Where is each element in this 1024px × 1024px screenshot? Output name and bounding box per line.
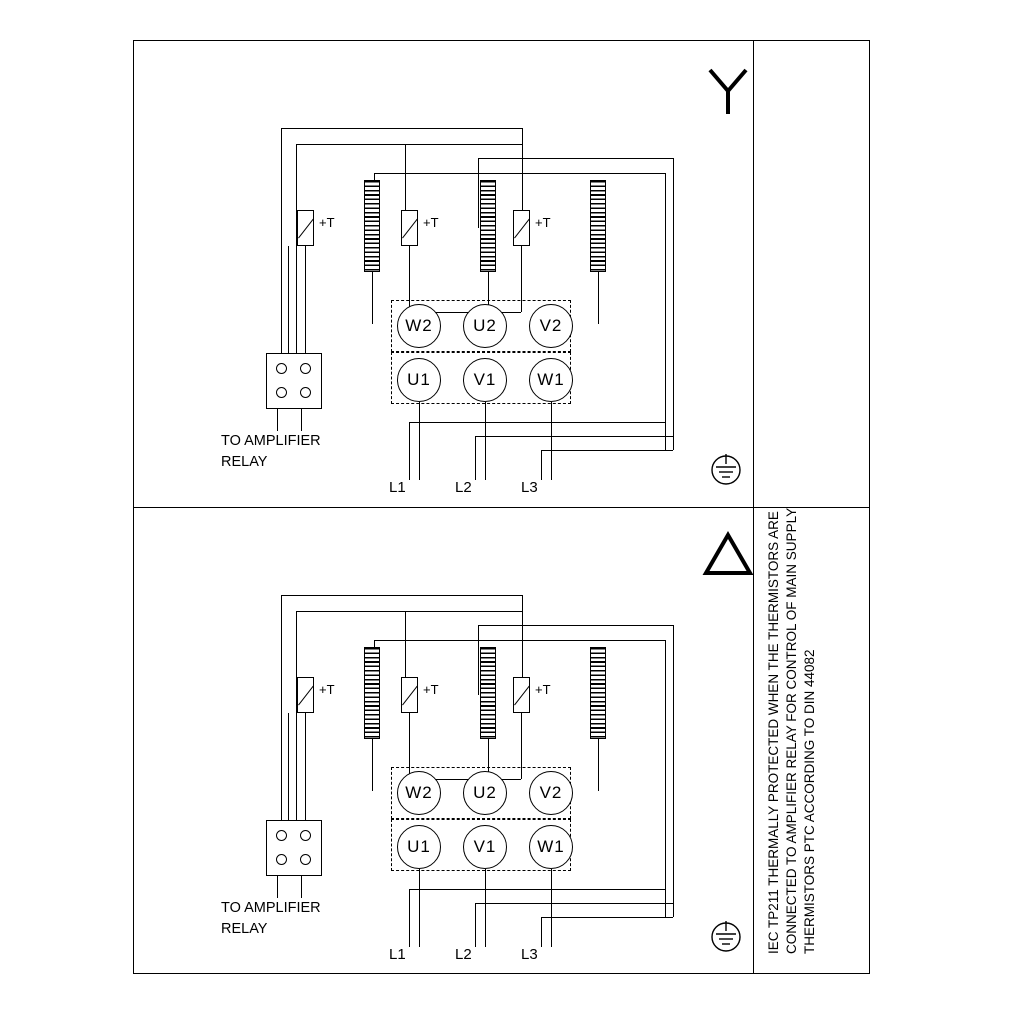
amplifier-connector-block [266, 353, 322, 409]
thermistor-symbol [513, 677, 530, 713]
wire [409, 422, 665, 423]
phase-label-l1: L1 [389, 946, 406, 963]
motor-winding-coil [480, 647, 496, 739]
note-line-3: THERMISTORS PTC ACCORDING TO DIN 44082 [802, 649, 817, 954]
note-column [753, 40, 870, 974]
wire [374, 640, 666, 641]
wire [478, 625, 674, 626]
wire [541, 450, 673, 451]
panel-delta-connection [133, 507, 753, 974]
wire [419, 402, 420, 480]
phase-label-l3: L3 [521, 946, 538, 963]
thermistor-symbol [513, 210, 530, 246]
thermistor-label: +T [319, 682, 335, 697]
wire [598, 272, 599, 324]
amplifier-connector-block [266, 820, 322, 876]
wire [374, 173, 666, 174]
wire [475, 903, 673, 904]
note-line-2: CONNECTED TO AMPLIFIER RELAY FOR CONTROL OF MAIN SUPPLY [784, 507, 799, 954]
terminal-w2: W2 [397, 304, 441, 348]
wire [551, 402, 552, 480]
wire [551, 869, 552, 947]
phase-label-l1: L1 [389, 479, 406, 496]
delta-connection-symbol [698, 525, 758, 585]
terminal-w1: W1 [529, 358, 573, 402]
wire [598, 739, 599, 791]
note-line-1: IEC TP211 THERMALLY PROTECTED WHEN THE THERMISTORS ARE [766, 511, 781, 954]
connector-terminal-dot [276, 854, 287, 865]
wire [296, 144, 523, 145]
wire [673, 158, 674, 450]
earth-symbol [703, 917, 749, 957]
wire [478, 158, 674, 159]
terminal-v2: V2 [529, 304, 573, 348]
thermistor-symbol [297, 677, 314, 713]
phase-label-l2: L2 [455, 946, 472, 963]
motor-winding-coil [364, 647, 380, 739]
wire [419, 869, 420, 947]
terminal-u2: U2 [463, 304, 507, 348]
wire [541, 450, 542, 480]
terminal-u2: U2 [463, 771, 507, 815]
terminal-u1: U1 [397, 358, 441, 402]
wire [541, 917, 673, 918]
thermistor-label: +T [535, 682, 551, 697]
wire [665, 640, 666, 917]
wire [305, 246, 306, 366]
wire [296, 611, 523, 612]
motor-winding-coil [480, 180, 496, 272]
phase-label-l3: L3 [521, 479, 538, 496]
wire [281, 128, 282, 358]
wire [475, 903, 476, 947]
connector-terminal-dot [300, 854, 311, 865]
wire [665, 173, 666, 450]
thermistor-label: +T [319, 215, 335, 230]
connector-terminal-dot [276, 387, 287, 398]
wire [301, 876, 302, 898]
wire [475, 436, 673, 437]
amplifier-label-line1: TO AMPLIFIER [221, 900, 321, 916]
motor-winding-coil [590, 647, 606, 739]
terminal-w2: W2 [397, 771, 441, 815]
connector-terminal-dot [300, 387, 311, 398]
wire [277, 876, 278, 898]
amplifier-label-line1: TO AMPLIFIER [221, 433, 321, 449]
thermistor-symbol [401, 677, 418, 713]
terminal-v1: V1 [463, 358, 507, 402]
connector-terminal-dot [300, 363, 311, 374]
terminal-u1: U1 [397, 825, 441, 869]
wire [475, 436, 476, 480]
wire [541, 917, 542, 947]
star-connection-symbol [698, 58, 758, 118]
connector-terminal-dot [276, 830, 287, 841]
wire [277, 409, 278, 431]
thermistor-label: +T [423, 682, 439, 697]
thermistor-symbol [401, 210, 418, 246]
earth-symbol [703, 450, 749, 490]
terminal-v2: V2 [529, 771, 573, 815]
wire [485, 402, 486, 480]
thermistor-label: +T [535, 215, 551, 230]
wire [281, 595, 523, 596]
amplifier-label-line2: RELAY [221, 921, 268, 937]
wire [673, 625, 674, 917]
wire [296, 611, 297, 825]
panel-star-connection [133, 40, 753, 507]
connector-terminal-dot [300, 830, 311, 841]
terminal-v1: V1 [463, 825, 507, 869]
connector-terminal-dot [276, 363, 287, 374]
amplifier-label-line2: RELAY [221, 454, 268, 470]
thermistor-label: +T [423, 215, 439, 230]
wire [409, 422, 410, 480]
wire [288, 713, 289, 833]
wire [301, 409, 302, 431]
wire [305, 713, 306, 833]
wire [372, 272, 373, 324]
terminal-w1: W1 [529, 825, 573, 869]
wire [409, 889, 665, 890]
phase-label-l2: L2 [455, 479, 472, 496]
wire [409, 889, 410, 947]
wire [372, 739, 373, 791]
motor-winding-coil [364, 180, 380, 272]
motor-winding-coil [590, 180, 606, 272]
wire [296, 144, 297, 358]
wire [281, 595, 282, 825]
wire [281, 128, 523, 129]
wire [485, 869, 486, 947]
wire [288, 246, 289, 366]
thermistor-symbol [297, 210, 314, 246]
